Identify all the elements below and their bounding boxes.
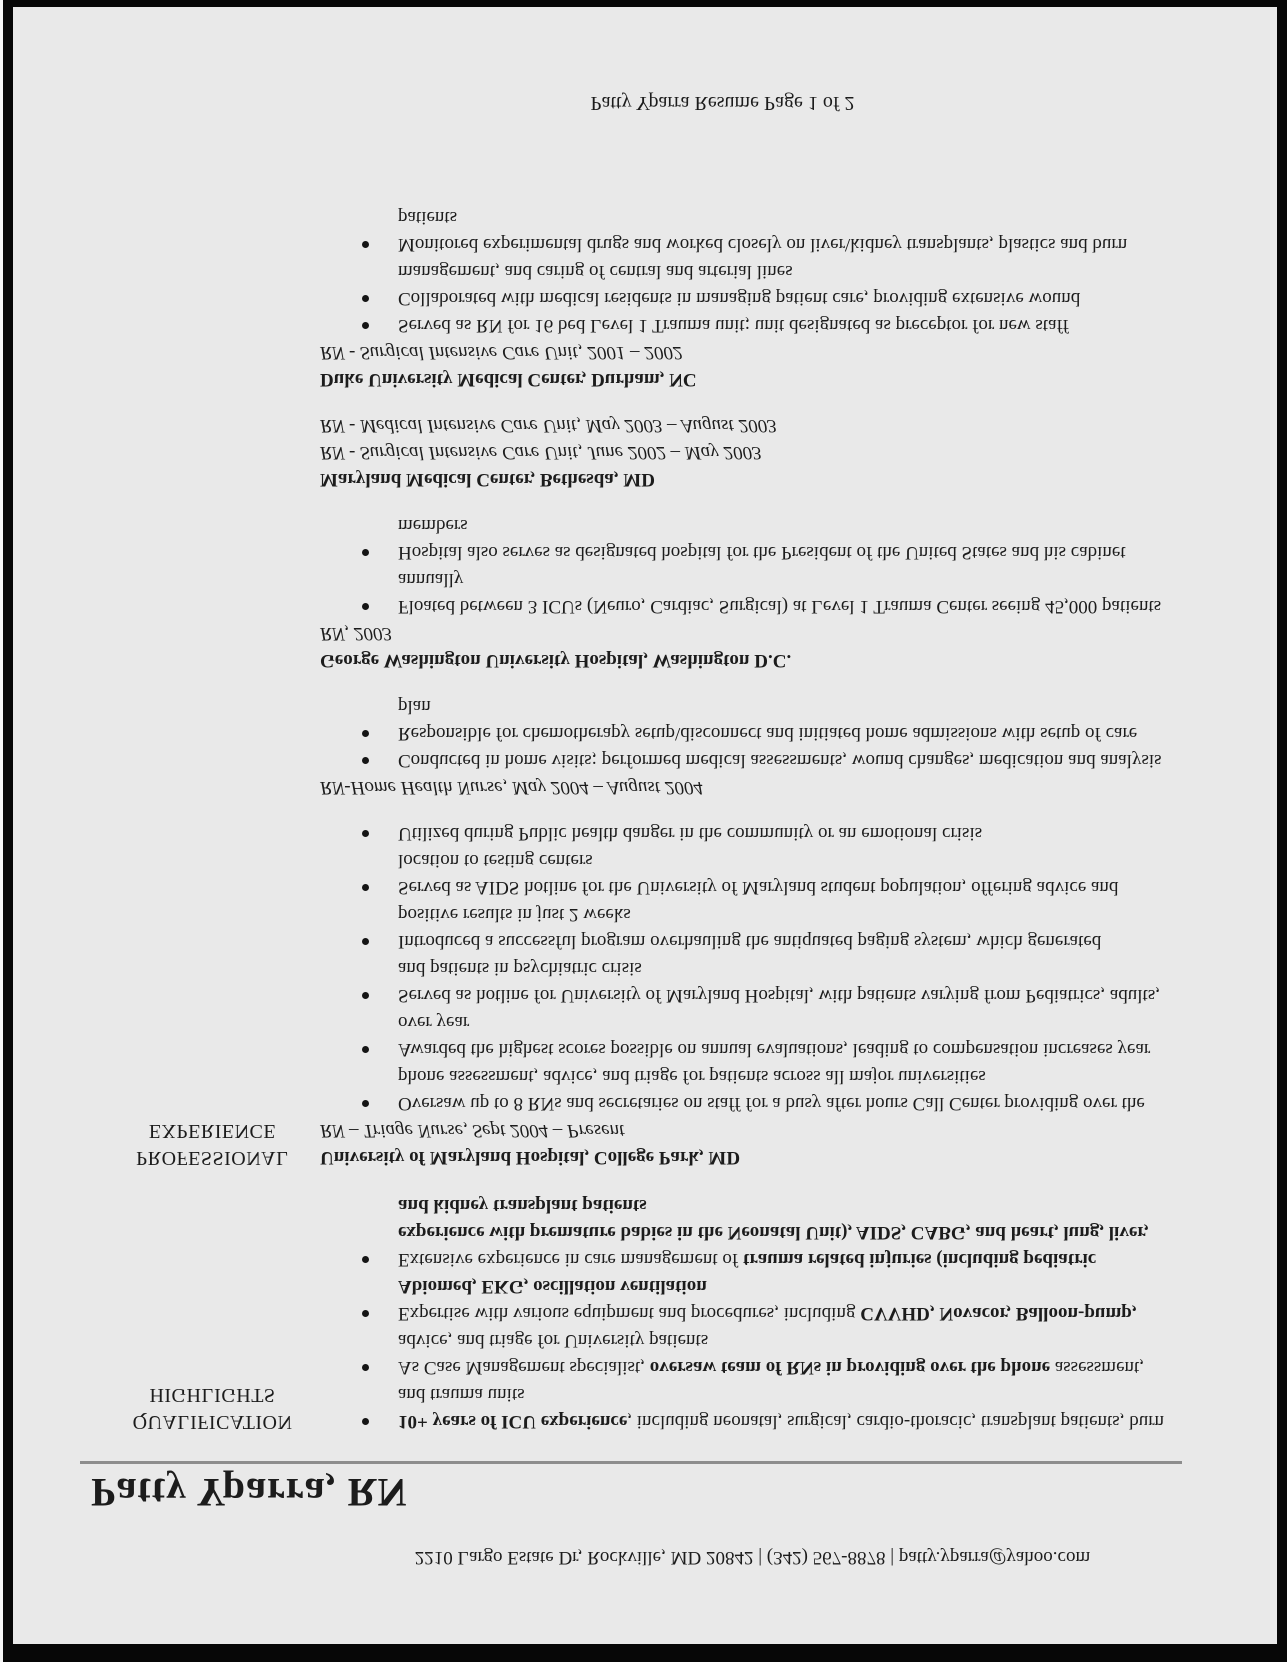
contact-line: 2210 Largo Estate Dr, Rockville, MD 20842 | (342) 567-8878 | patty.yparra@yahoo.com [414,1547,1091,1568]
section-content [320,204,1277,1171]
bullet-item: 10+ years of ICU experience, including neonatal, surgical, cardio-thoracic, transplant patients, burn and trauma units [398,1381,1165,1435]
job-title: RN - Surgical Intensive Care Unit, June 2002 – May 2003 [320,442,762,463]
section-label-line: EXPERIENCE [148,1120,277,1142]
employer-name: Duke University Medical Center, Durham, NC [320,369,697,390]
section-label-line: HIGHLIGHTS [149,1384,276,1406]
section-content [320,1192,1277,1435]
bullet-item: Hospital also serves as designated hospital for the President of the United States and his cabinet members [398,512,1165,566]
job-title: RN - Surgical Intensive Care Unit, 2001 – 2002 [320,342,683,363]
job-title: RN, 2003 [320,623,392,644]
bullet-item: Conducted in home visits; performed medical assessments, wound changes, medication and analysis [398,747,1165,774]
bullet-item: Expertise with various equipment and procedures, including CVVHD, Novacor, Balloon-pump, Abiomed, EKG, oscillation ventilation [398,1273,1165,1327]
job-title: RN – Triage Nurse, Sept 2004 – Present [320,1120,625,1141]
bullet-item: Floated between 3 ICUs (Neuro, Cardiac, Surgical) at Level 1 Trauma Center seeing 45,000 patients annually [398,566,1165,620]
experience-block [320,693,1165,801]
experience-block [320,820,1165,1171]
bullet-list [320,693,1165,774]
scan-edge-highlight [0,0,3,1662]
scanned-resume-page [13,7,1277,1644]
bullet-list [320,1192,1165,1435]
experience-block [320,412,1165,493]
bullet-item: Collaborated with medical residents in managing patient care, providing extensive wound management, and caring of central and arterial lines [398,258,1165,312]
page-footer: Patty Yparra Resume Page 1 of 2 [590,92,855,114]
job-title: RN-Home Health Nurse, May 2004 – August 2004 [320,777,703,798]
bullet-item: Monitored experimental drugs and worked closely on liver\kidney transplants, plastics and burn patients [398,204,1165,258]
bullet-list [320,204,1165,339]
experience-block [320,512,1165,674]
bullet-item: Served as AIDS hotline for the University of Maryland student population, offering advice and location to testing centers [398,847,1165,901]
sections [13,204,1277,1435]
bullet-item: Extensive experience in care management of trauma related injuries (including pediatric experience with premature babies in the Neonatal Unit), AIDS, CABG, and heart, lung, liver, and kidney transplant patients [398,1192,1165,1273]
resume-name-heading: Patty Yparra, RN [91,1470,408,1515]
bullet-item: Utilized during Public health danger in the community or an emotional crisis [398,820,1165,847]
employer-name: University of Maryland Hospital, College Park, MD [320,1147,741,1168]
bullet-list [320,512,1165,620]
bullet-item: Introduced a successful program overhauling the antiquated paging system, which generated positive results in just 2 weeks [398,901,1165,955]
experience-block [320,204,1165,393]
employer-name: George Washington University Hospital, Washington D.C. [320,650,792,671]
bullet-item: Served as hotline for University of Maryland Hospital, with patients varying from Pediatrics, adults, and patients in psychiatric crisis [398,955,1165,1009]
bullet-item: Oversaw up to 8 RNs and secretaries on staff for a busy after hours Call Center providing over the phone assessment, advice, and triage for patients across all major universities [398,1063,1165,1117]
bullet-item: As Case Management specialist, oversaw team of RNs in providing over the phone assessment, advice, and triage for University patients [398,1327,1165,1381]
resume-document-flipped [13,7,1277,1644]
bullet-item: Served as RN for 16 bed Level 1 Trauma unit; unit designated as preceptor for new staff [398,312,1165,339]
bullet-list [320,820,1165,1117]
section-label [110,1192,315,1435]
bullet-item: Awarded the highest scores possible on annual evaluations, leading to compensation increases year over year [398,1009,1165,1063]
experience-block [320,1192,1165,1435]
employer-name: Maryland Medical Center, Bethesda, MD [320,469,655,490]
bullet-item: Responsible for chemotherapy setup\disconnect and initiated home admissions with setup of care plan [398,693,1165,747]
section-label [110,204,315,1171]
resume-section [13,204,1277,1171]
section-label-line: PROFESSIONAL [136,1147,289,1169]
job-title: RN - Medical Intensive Care Unit, May 2003 – August 2003 [320,415,777,436]
resume-section [13,1192,1277,1435]
header-divider [80,1461,1182,1464]
section-label-line: QUALIFICATION [132,1411,293,1433]
